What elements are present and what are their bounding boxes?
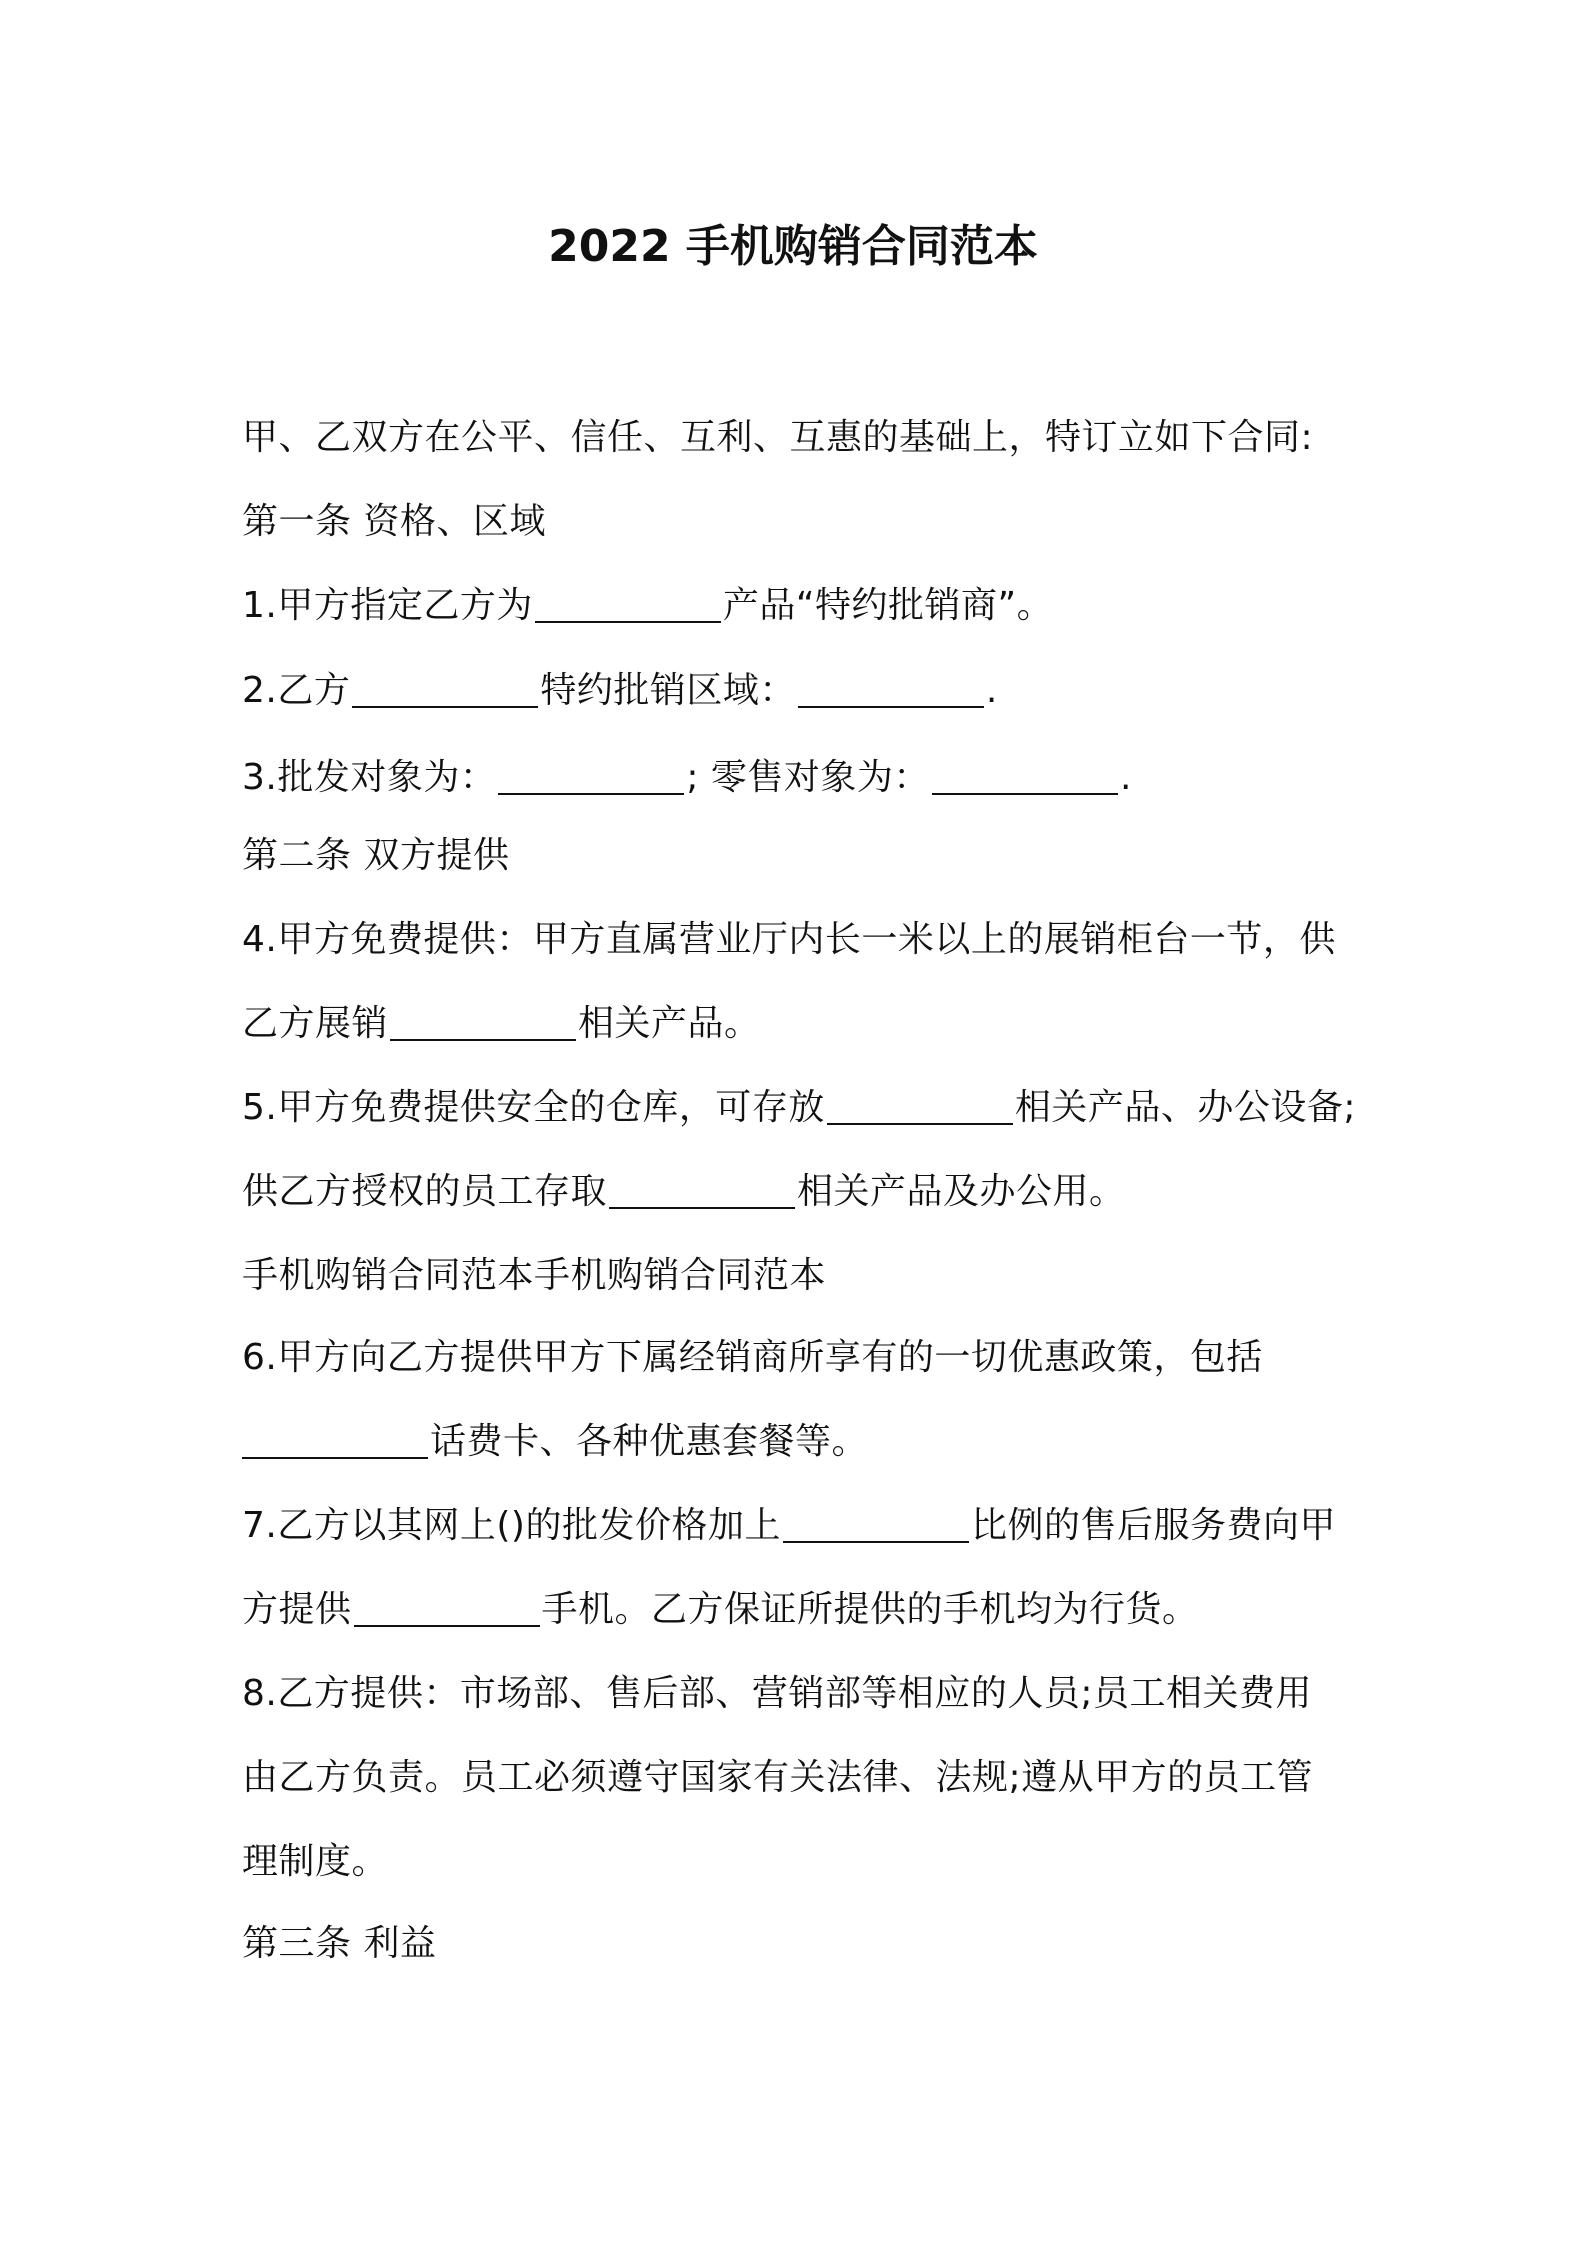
document-title: 2022 手机购销合同范本: [548, 221, 1038, 272]
clause-2-text-c: .: [985, 670, 998, 711]
clause-2-text-b: 特约批销区域：: [540, 670, 796, 711]
clause-6-line-1: 6.甲方向乙方提供甲方下属经销商所享有的一切优惠政策，包括: [242, 1337, 1263, 1378]
fill-in-blank[interactable]: [783, 1541, 969, 1543]
fill-in-blank[interactable]: [354, 1625, 540, 1627]
repeated-title-line: 手机购销合同范本手机购销合同范本: [242, 1255, 827, 1296]
clause-5-text-b: 相关产品、办公设备;: [1014, 1087, 1356, 1128]
clause-4-line-2: [242, 998, 761, 1050]
clause-6-text-b: 话费卡、各种优惠套餐等。: [430, 1421, 869, 1462]
fill-in-blank[interactable]: [390, 1039, 576, 1041]
clause-7-text-a: 7.乙方以其网上()的批发价格加上: [242, 1505, 781, 1546]
clause-5-text-c: 供乙方授权的员工存取: [242, 1171, 608, 1212]
clause-8-line-3: 理制度。: [242, 1841, 389, 1882]
clause-8-line-2: 由乙方负责。员工必须遵守国家有关法律、法规;遵从甲方的员工管: [242, 1757, 1314, 1798]
fill-in-blank[interactable]: [498, 793, 684, 795]
fill-in-blank[interactable]: [798, 706, 984, 708]
clause-4-text-a: 乙方展销: [242, 1003, 389, 1044]
clause-5-text-d: 相关产品及办公用。: [797, 1171, 1126, 1212]
clause-2: [242, 665, 998, 717]
article-1-heading: 第一条 资格、区域: [242, 501, 546, 542]
clause-5-line-2: [242, 1166, 1126, 1218]
clause-4-text-b: 相关产品。: [578, 1003, 761, 1044]
clause-7-line-2: [242, 1584, 1199, 1636]
clause-3-text-c: .: [1119, 757, 1132, 798]
clause-7-text-d: 手机。乙方保证所提供的手机均为行货。: [541, 1589, 1199, 1630]
clause-1-text-a: 1.甲方指定乙方为: [242, 585, 533, 626]
fill-in-blank[interactable]: [242, 1457, 428, 1459]
clause-7-line-1: [242, 1500, 1336, 1552]
clause-1-text-b: 产品“特约批销商”。: [722, 585, 1054, 626]
clause-1: [242, 580, 1053, 632]
fill-in-blank[interactable]: [932, 793, 1118, 795]
clause-5-text-a: 5.甲方免费提供安全的仓库，可存放: [242, 1087, 825, 1128]
clause-4-line-1: 4.甲方免费提供：甲方直属营业厅内长一米以上的展销柜台一节，供: [242, 919, 1336, 960]
intro-paragraph: 甲、乙双方在公平、信任、互利、互惠的基础上，特订立如下合同:: [242, 417, 1314, 458]
clause-3: [242, 752, 1132, 804]
article-2-heading: 第二条 双方提供: [242, 835, 510, 876]
article-3-heading: 第三条 利益: [242, 1923, 437, 1964]
clause-3-text-b: ; 零售对象为：: [686, 757, 930, 798]
clause-5-line-1: [242, 1082, 1356, 1134]
fill-in-blank[interactable]: [609, 1207, 795, 1209]
clause-2-text-a: 2.乙方: [242, 670, 351, 711]
fill-in-blank[interactable]: [352, 706, 538, 708]
clause-6-line-2: [242, 1416, 868, 1468]
clause-8-line-1: 8.乙方提供：市场部、售后部、营销部等相应的人员;员工相关费用: [242, 1673, 1312, 1714]
clause-3-text-a: 3.批发对象为：: [242, 757, 497, 798]
fill-in-blank[interactable]: [827, 1123, 1013, 1125]
fill-in-blank[interactable]: [535, 621, 721, 623]
clause-7-text-c: 方提供: [242, 1589, 352, 1630]
clause-7-text-b: 比例的售后服务费向甲: [970, 1505, 1336, 1546]
